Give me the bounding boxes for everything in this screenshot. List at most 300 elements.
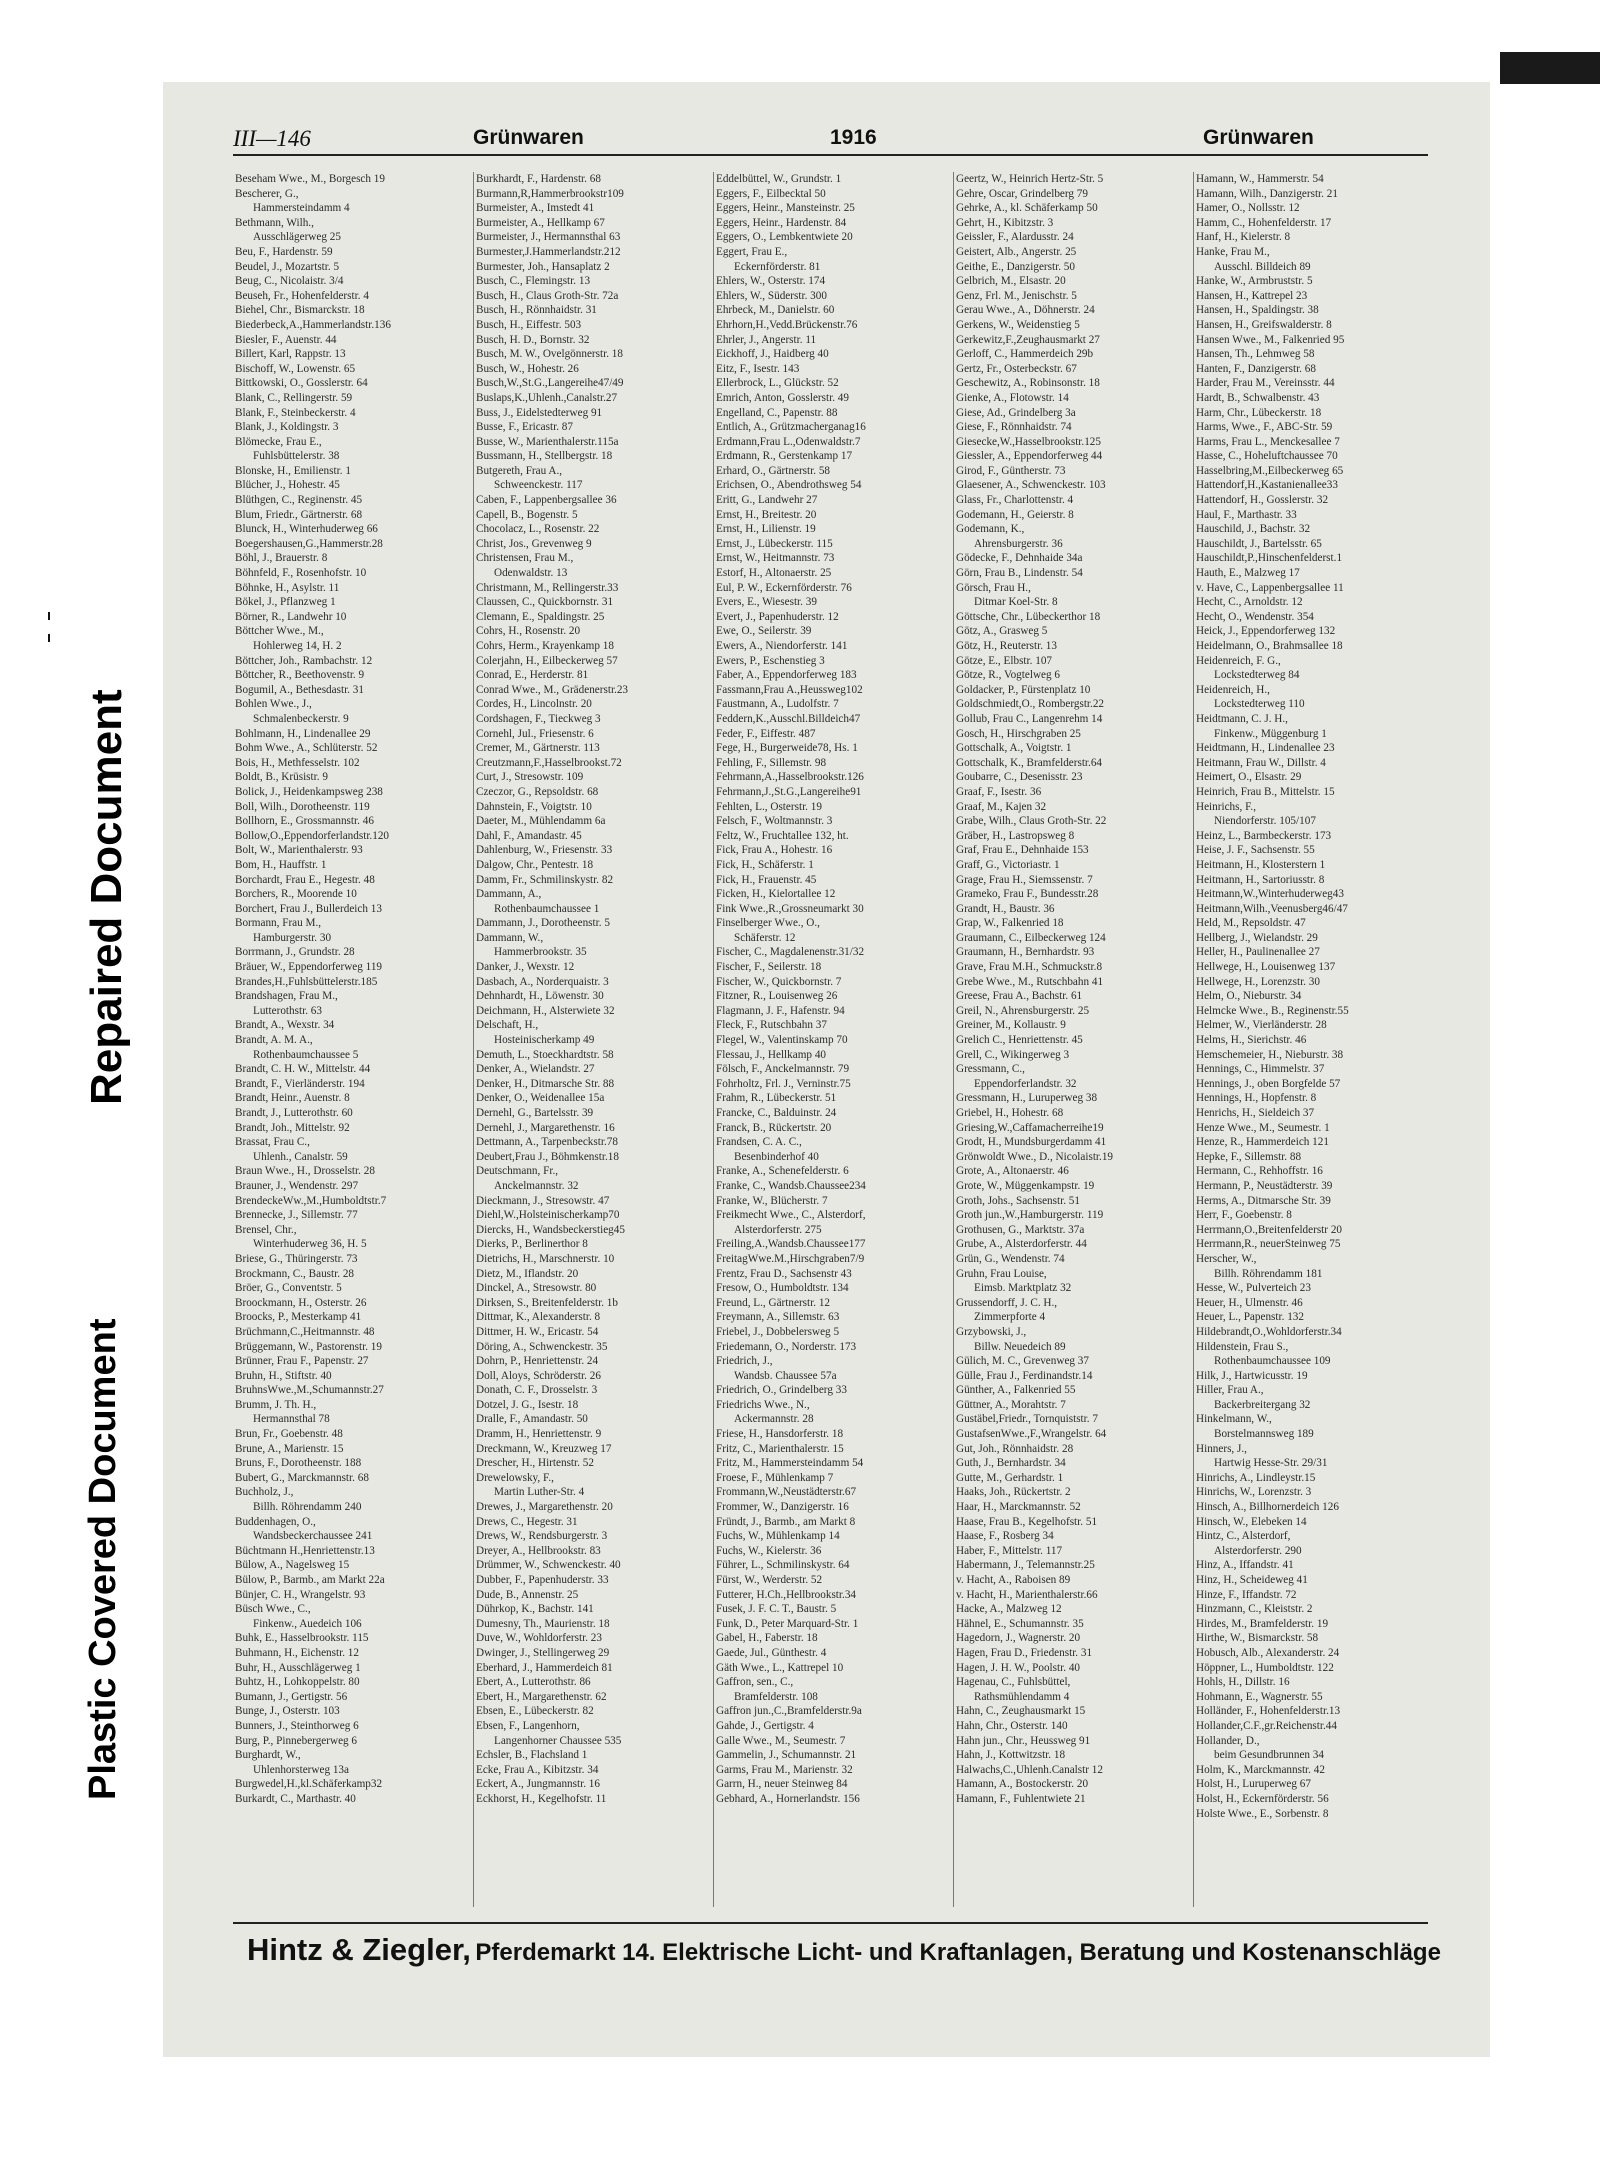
directory-entry: Herscher, W., [1196,1252,1257,1265]
directory-entry: Brandes,H.,Fuhlsbüttelerstr.185 [235,975,378,988]
directory-entry: Eckhorst, H., Kegelhofstr. 11 [476,1792,607,1805]
directory-entry: Hattendorf, H., Gosslerstr. 32 [1196,494,1329,507]
directory-entry: Groth jun.,W.,Hamburgerstr. 119 [956,1209,1104,1222]
directory-entry: Herr, F., Goebenstr. 8 [1196,1209,1292,1222]
directory-entry: Brennecke, J., Sillemstr. 77 [235,1209,358,1222]
directory-entry: Bökel, J., Pflanzweg 1 [235,596,336,609]
directory-entry: Borchers, R., Moorende 10 [235,888,357,901]
directory-entry: Hahn, C., Zeughausmarkt 15 [956,1705,1086,1718]
directory-entry: Dasbach, A., Norderquaistr. 3 [476,975,609,988]
directory-entry: Boll, Wilh., Dorotheenstr. 119 [235,800,370,813]
directory-entry-continuation: Hammerbrookstr. 35 [494,946,587,959]
directory-entry: Hobusch, Alb., Alexanderstr. 24 [1196,1646,1340,1659]
directory-entry: Brensel, Chr., [235,1223,297,1236]
directory-entry: Dahnstein, F., Voigtstr. 10 [476,800,592,813]
advertisement-details: Pferdemarkt 14. Elektrische Licht- und Kraftanlagen, Beratung und Kostenanschläge [475,1939,1441,1966]
directory-entry: Hagen, Frau D., Friedenstr. 31 [956,1646,1093,1659]
directory-entry: Busch, H., Claus Groth-Str. 72a [476,289,619,302]
directory-entry: Hansen, H., Greifswalderstr. 8 [1196,318,1332,331]
directory-entry: Czeczor, G., Repsoldstr. 68 [476,785,599,798]
directory-entry: Haase, Frau B., Kegelhofstr. 51 [956,1515,1098,1528]
directory-entry: Fink Wwe.,R.,Grossneumarkt 30 [716,902,864,915]
directory-entry: Held, M., Repsoldstr. 47 [1196,917,1306,930]
directory-entry: Guth, J., Bernhardstr. 34 [956,1457,1066,1470]
directory-entry: Hennings, C., Himmelstr. 37 [1196,1063,1325,1076]
directory-entry: Heidtmann, C. J. H., [1196,712,1288,725]
directory-entry: Erdmann, R., Gerstenkamp 17 [716,450,853,463]
directory-entry: Böttcher, Joh., Rambachstr. 12 [235,654,373,667]
directory-entry: FreitagWwe.M.,Hirschgraben7/9 [716,1252,865,1265]
directory-entry-continuation: Ausschlägerweg 25 [253,231,341,244]
directory-entry: Cremer, M., Gärtnerstr. 113 [476,742,600,755]
directory-entry: Ewers, P., Eschenstieg 3 [716,654,825,667]
directory-entry: Garrn, H., neuer Steinweg 84 [716,1778,848,1791]
directory-entry-continuation: Rothenbaumchaussee 109 [1214,1355,1331,1368]
directory-entry: Burmeister, A., Imstedt 41 [476,202,595,215]
directory-entry: Brüggemann, W., Pastorenstr. 19 [235,1340,382,1353]
directory-entry: Graumann, C., Eilbeckerweg 124 [956,931,1106,944]
directory-entry: Biederbeck,A.,Hammerlandstr.136 [235,318,391,331]
directory-entry: Grap, W., Falkenried 18 [956,917,1064,930]
directory-entry: Gottschalk, A., Voigtstr. 1 [956,742,1072,755]
directory-entry-continuation: Finkenw., Müggenburg 1 [1214,727,1327,740]
directory-entry: Giesecke,W.,Hasselbrookstr.125 [956,435,1101,448]
scan-edge [1500,52,1600,84]
directory-entry: Bois, H., Methfesselstr. 102 [235,756,360,769]
directory-entry: Ewe, O., Seilerstr. 39 [716,625,812,638]
directory-entry: Hamann, A., Bostockerstr. 20 [956,1778,1089,1791]
directory-entry: Bünjer, C. H., Wrangelstr. 93 [235,1588,366,1601]
directory-entry: Feltz, W., Fruchtallee 132, ht. [716,829,849,842]
directory-entry: Dralle, F., Amandastr. 50 [476,1413,588,1426]
directory-entry: Hamer, O., Nollsstr. 12 [1196,202,1300,215]
directory-entry: Grothusen, G., Marktstr. 37a [956,1223,1085,1236]
directory-entry-continuation: Alsterdorferstr. 290 [1214,1544,1302,1557]
directory-entry: Burg, P., Pinnebergerweg 6 [235,1734,358,1747]
directory-entry: Gosch, H., Hirschgraben 25 [956,727,1081,740]
directory-entry: Grün, G., Wendenstr. 74 [956,1252,1065,1265]
directory-entry: Erhard, O., Gärtnerstr. 58 [716,464,831,477]
directory-entry: Böhnfeld, F., Rosenhofstr. 10 [235,567,367,580]
directory-entry: Goldacker, P., Fürstenplatz 10 [956,683,1091,696]
directory-entry: Hellwege, H., Louisenweg 137 [1196,961,1336,974]
directory-entry-continuation: Wandsb. Chaussee 57a [734,1369,837,1382]
directory-entry: Herrmann,R., neuerSteinweg 75 [1196,1238,1341,1251]
directory-entry: Holländer, F., Hohenfelderstr.13 [1196,1705,1341,1718]
directory-entry: Brandshagen, Frau M., [235,990,338,1003]
directory-entry: Gerloff, C., Hammerdeich 29b [956,348,1094,361]
directory-entry: Billert, Karl, Rappstr. 13 [235,348,346,361]
directory-entry: Ernst, J., Lübeckerstr. 115 [716,537,833,550]
directory-entry: Ellerbrock, L., Glückstr. 52 [716,377,839,390]
directory-entry: Glaesener, A., Schwenckestr. 103 [956,479,1106,492]
directory-entry: Brandt, C. H. W., Mittelstr. 44 [235,1063,371,1076]
directory-entry: Hattendorf,H.,Kastanienallee33 [1196,479,1338,492]
directory-entry: Brandt, A. M. A., [235,1034,313,1047]
directory-entry: Hohls, H., Dillstr. 16 [1196,1676,1290,1689]
directory-entry: Dramm, H., Henriettenstr. 9 [476,1428,602,1441]
directory-entry-continuation: Martin Luther-Str. 4 [494,1486,585,1499]
directory-entry: Günther, A., Falkenried 55 [956,1384,1076,1397]
directory-entry: Böttcher, R., Beethovenstr. 9 [235,669,365,682]
directory-entry: Heitmann, H., Klosterstern 1 [1196,858,1326,871]
dash-mark [48,634,50,642]
directory-entry-continuation: Uhlenh., Canalstr. 59 [253,1150,348,1163]
directory-entry: Busch, M. W., Ovelgönnerstr. 18 [476,348,623,361]
directory-entry: Drews, C., Hegestr. 31 [476,1515,578,1528]
directory-entry: Harder, Frau M., Vereinsstr. 44 [1196,377,1335,390]
directory-entry: Gaffron, sen., C., [716,1676,794,1689]
directory-entry: Doll, Aloys, Schröderstr. 26 [476,1369,601,1382]
directory-entry: Gebhard, A., Hornerlandstr. 156 [716,1792,860,1805]
directory-entry-continuation: Ackermannstr. 28 [734,1413,814,1426]
directory-entry: Daeter, M., Mühlendamm 6a [476,815,606,828]
directory-entry: Friedrich, J., [716,1355,773,1368]
directory-entry-continuation: Hamburgerstr. 30 [253,931,332,944]
directory-entry: Grube, A., Alsterdorferstr. 44 [956,1238,1087,1251]
directory-entry: Grönwoldt Wwe., D., Nicolaistr.19 [956,1150,1114,1163]
directory-entry: Busch, C., Flemingstr. 13 [476,275,591,288]
directory-entry: Brune, A., Marienstr. 15 [235,1442,344,1455]
directory-entry: Halwachs,C.,Uhlenh.Canalstr 12 [956,1763,1103,1776]
directory-entry: Görsch, Frau H., [956,581,1031,594]
directory-entry: Dernehl, G., Bartelsstr. 39 [476,1107,594,1119]
repaired-document-label: Repaired Document [82,689,131,1105]
directory-entry: Hansen, H., Spaldingstr. 38 [1196,304,1319,317]
directory-entry: Franke, A., Schenefelderstr. 6 [716,1165,849,1178]
directory-entry: Hahn, Chr., Osterstr. 140 [956,1719,1068,1732]
directory-entry: Denker, A., Wielandstr. 27 [476,1063,595,1076]
directory-entry: Börner, R., Landwehr 10 [235,610,347,623]
directory-entry: Eddelbüttel, W., Grundstr. 1 [716,173,842,185]
directory-entry: Eggers, Heinr., Hardenstr. 84 [716,216,847,229]
directory-entry: Garms, Frau M., Marienstr. 32 [716,1763,853,1776]
directory-entry-continuation: Odenwaldstr. 13 [494,567,568,580]
directory-entry: Hildenstein, Frau S., [1196,1340,1289,1353]
directory-entry: Graf, Frau E., Dehnhaide 153 [956,844,1089,857]
directory-entry: Bülow, A., Nagelsweg 15 [235,1559,350,1572]
directory-entry: Heimert, O., Elsastr. 29 [1196,771,1302,784]
directory-entry: Duve, W., Wohldorferstr. 23 [476,1632,602,1645]
directory-entry: Fresow, O., Humboldtstr. 134 [716,1282,849,1295]
directory-entry: Frentz, Frau D., Sachsenstr 43 [716,1267,852,1280]
directory-entry: Groth, Johs., Sachsenstr. 51 [956,1194,1080,1207]
directory-entry-continuation: Rathsmühlendamm 4 [974,1690,1070,1703]
directory-entry: Gollub, Frau C., Langenrehm 14 [956,712,1103,725]
directory-entry: Burmeister, A., Hellkamp 67 [476,216,605,229]
directory-entry: Freiling,A.,Wandsb.Chaussee177 [716,1238,866,1251]
directory-entry-continuation: Hermannsthal 78 [253,1413,330,1426]
directory-entry: Grelich C., Henriettenstr. 45 [956,1034,1083,1047]
directory-entry-continuation: Ditmar Koel-Str. 8 [974,596,1058,609]
directory-entry: Delschaft, H., [476,1019,539,1032]
directory-entry: Deichmann, H., Alsterwiete 32 [476,1004,615,1017]
directory-entry-continuation: Hosteinischerkamp 49 [494,1034,595,1047]
directory-entry-continuation: Rothenbaumchaussee 5 [253,1048,359,1061]
directory-entry: Eckert, A., Jungmannstr. 16 [476,1778,600,1791]
directory-entry: Dietrichs, H., Marschnerstr. 10 [476,1252,615,1265]
directory-entry: Grodt, H., Mundsburgerdamm 41 [956,1136,1107,1149]
directory-entry-continuation: Anckelmannstr. 32 [494,1179,579,1192]
directory-entry: Hinrichs, A., Lindleystr.15 [1196,1471,1316,1484]
directory-entry: Helms, H., Sierichstr. 46 [1196,1034,1307,1047]
directory-entry: Dammann, A., [476,888,542,901]
directory-entry: Hanten, F., Danzigerstr. 68 [1196,362,1316,375]
directory-entry: Claussen, C., Quickbornstr. 31 [476,596,614,609]
directory-entry: Diehl,W.,Holsteinischerkamp70 [476,1209,620,1222]
directory-entry: Busch, H. D., Bornstr. 32 [476,333,590,346]
directory-entry: Ernst, H., Breitestr. 20 [716,508,817,521]
directory-entry: Heuer, H., Ulmenstr. 46 [1196,1296,1303,1309]
directory-entry: Damm, Fr., Schmilinskystr. 82 [476,873,614,886]
directory-entry-continuation: Hammersteindamm 4 [253,202,350,215]
directory-entry: Bohlmann, H., Lindenallee 29 [235,727,371,740]
directory-entry: Burmann,R,Hammerbrookstr109 [476,187,624,200]
directory-entry: Faber, A., Eppendorferweg 183 [716,669,857,682]
archive-margin [0,0,160,2177]
directory-entry: Habermann, J., Telemannstr.25 [956,1559,1095,1572]
directory-entry: Grave, Frau M.H., Schmuckstr.8 [956,961,1103,974]
directory-entry: Dirksen, S., Breitenfelderstr. 1b [476,1296,618,1309]
directory-entry-continuation: Billw. Neuedeich 89 [974,1340,1066,1353]
directory-entry: Beuseh, Fr., Hohenfelderstr. 4 [235,289,369,302]
directory-entry: Emrich, Anton, Gosslerstr. 49 [716,391,849,404]
directory-entry: Hinz, A., Iffandstr. 41 [1196,1559,1294,1572]
directory-entry: Dude, B., Annenstr. 25 [476,1588,579,1601]
directory-entry: Diercks, H., Wandsbeckerstieg45 [476,1223,625,1236]
directory-entry-continuation: Finkenw., Auedeich 106 [253,1617,362,1630]
directory-entry: Busse, F., Ericastr. 87 [476,421,573,434]
directory-entry: Hinsch, W., Elebeken 14 [1196,1515,1307,1528]
directory-entry: Hansen, H., Kattrepel 23 [1196,289,1308,302]
directory-entry: Fohrholtz, Frl. J., Verninstr.75 [716,1077,851,1090]
directory-entry: Finselberger Wwe., O., [716,917,820,930]
directory-entry: Blonske, H., Emilienstr. 1 [235,464,351,477]
directory-entry: Eberhard, J., Hammerdeich 81 [476,1661,613,1674]
directory-entry: Busch, H., Eiffestr. 503 [476,318,582,331]
directory-entry: Borchert, Frau J., Bullerdeich 13 [235,902,382,915]
year: 1916 [830,126,877,149]
directory-entry: Dinckel, A., Stresowstr. 80 [476,1282,597,1295]
directory-entry: Götz, A., Grasweg 5 [956,625,1048,638]
directory-entry: Estorf, H., Altonaerstr. 25 [716,567,832,580]
directory-entry: Böhl, J., Brauerstr. 8 [235,552,328,565]
directory-entry: Gödecke, F., Dehnhaide 34a [956,552,1083,565]
directory-entry: Blank, C., Rellingerstr. 59 [235,391,353,404]
directory-entry: Gäth Wwe., L., Kattrepel 10 [716,1661,844,1674]
section-title-right: Grünwaren [1203,126,1314,149]
directory-entry: Ehrler, J., Angerstr. 11 [716,333,817,346]
directory-entry: Ehlers, W., Osterstr. 174 [716,275,826,288]
directory-entry-continuation: Eimsb. Marktplatz 32 [974,1282,1072,1295]
directory-entry: Heise, J. F., Sachsenstr. 55 [1196,844,1315,857]
directory-entry: Dammann, W., [476,931,544,944]
directory-entry: Graumann, H., Bernhardstr. 93 [956,946,1095,959]
directory-entry: Hemschemeier, H., Nieburstr. 38 [1196,1048,1344,1061]
directory-entry: Ernst, W., Heitmannstr. 73 [716,552,835,565]
directory-entry-continuation: Langenhorner Chaussee 535 [494,1734,622,1747]
directory-entry: Haase, F., Rosberg 34 [956,1530,1054,1543]
directory-entry: Hinners, J., [1196,1442,1247,1455]
directory-entry: Froese, F., Mühlenkamp 7 [716,1471,834,1484]
directory-entry: Ehrbeck, M., Danielstr. 60 [716,304,835,317]
directory-entry: Brassat, Frau C., [235,1136,310,1149]
directory-entry: Frommann,W.,Neustädterstr.67 [716,1486,857,1499]
directory-entry: Henrichs, H., Sieldeich 37 [1196,1107,1315,1119]
plastic-covered-label: Plastic Covered Document [82,1318,124,1800]
directory-entry: Grebe Wwe., M., Rutschbahn 41 [956,975,1104,988]
directory-entry: Göttsche, Chr., Lübeckerthor 18 [956,610,1101,623]
directory-entry: Hepke, F., Sillemstr. 88 [1196,1150,1302,1163]
directory-entry: Gehre, Oscar, Grindelberg 79 [956,187,1088,200]
directory-entry: Henze Wwe., M., Seumestr. 1 [1196,1121,1330,1134]
directory-entry: Flagmann, J. F., Hafenstr. 94 [716,1004,845,1017]
directory-entry: Bussmann, H., Stellbergstr. 18 [476,450,613,463]
directory-entry: Dittmer, H. W., Ericastr. 54 [476,1325,599,1338]
directory-entry: Döring, A., Schwenckestr. 35 [476,1340,608,1353]
directory-entry: Bollhorn, E., Grossmannstr. 46 [235,815,374,828]
directory-entry: Dettmann, A., Tarpenbeckstr.78 [476,1136,618,1149]
directory-column-5 [1193,172,1428,1907]
directory-entry: Gaede, Jul., Günthestr. 4 [716,1646,827,1659]
directory-entry: Feder, F., Eiffestr. 487 [716,727,816,740]
directory-entry: Holst, H., Luruperweg 67 [1196,1778,1311,1791]
directory-entry: Goubarre, C., Desenisstr. 23 [956,771,1083,784]
directory-entry: Geissler, F., Alardusstr. 24 [956,231,1074,244]
directory-entry: Boegershausen,G.,Hammerstr.28 [235,537,383,550]
directory-entry-continuation: Backerbreitergang 32 [1214,1398,1311,1411]
directory-entry-continuation: Fuhlsbüttelerstr. 38 [253,450,340,463]
directory-entry: Blunck, H., Winterhuderweg 66 [235,523,378,536]
directory-entry: Heitmann, Frau W., Dillstr. 4 [1196,756,1326,769]
section-title-left: Grünwaren [473,126,584,149]
directory-entry: Felsch, F., Woltmannstr. 3 [716,815,833,828]
directory-entry: Conrad Wwe., M., Grädenerstr.23 [476,683,629,696]
directory-entry: Brandt, A., Wexstr. 34 [235,1019,335,1032]
directory-entry: Cordshagen, F., Tieckweg 3 [476,712,601,725]
directory-entry: Heidelmann, O., Brahmsallee 18 [1196,640,1343,652]
directory-entry: Ficken, H., Kielortallee 12 [716,888,836,901]
directory-column-2 [473,172,708,1907]
directory-entry: Geertz, W., Heinrich Hertz-Str. 5 [956,173,1104,185]
directory-entry: Hauth, E., Malzweg 17 [1196,567,1300,580]
directory-entry: Haaks, Joh., Rückertstr. 2 [956,1486,1071,1499]
directory-entry: Bolt, W., Marienthalerstr. 93 [235,844,363,857]
directory-entry: Deubert,Frau J., Böhmkenstr.18 [476,1150,619,1163]
directory-entry: Friese, H., Hansdorferstr. 18 [716,1428,844,1441]
directory-entry: Grameko, Frau F., Bundesstr.28 [956,888,1099,901]
directory-entry: Fuchs, W., Kielerstr. 36 [716,1544,822,1557]
directory-entry-continuation: Ausschl. Billdeich 89 [1214,260,1311,273]
directory-entry: Griebel, H., Hohestr. 68 [956,1107,1064,1119]
directory-entry: Gülich, M. C., Grevenweg 37 [956,1355,1089,1368]
directory-entry: Goldschmiedt,O., Rombergstr.22 [956,698,1105,711]
directory-entry: Hanke, W., Armbruststr. 5 [1196,275,1313,288]
directory-entry: Ebert, A., Lutterothstr. 86 [476,1676,591,1689]
directory-entry: Butgereth, Frau A., [476,464,563,477]
directory-entry: Bräuer, W., Eppendorferweg 119 [235,961,383,974]
directory-entry: Hardt, B., Schwalbenstr. 43 [1196,391,1320,404]
directory-page [163,82,1490,2057]
directory-entry: Fürst, W., Werderstr. 52 [716,1574,823,1586]
directory-entry: Brockmann, C., Baustr. 28 [235,1267,355,1280]
directory-entry: Fusek, J. F. C. T., Baustr. 5 [716,1603,837,1616]
directory-entry: Hagedorn, J., Wagnerstr. 20 [956,1632,1081,1645]
directory-entry: Geistert, Alb., Angerstr. 25 [956,245,1077,258]
directory-entry: Christensen, Frau M., [476,552,574,565]
directory-entry: Böhnke, H., Asylstr. 11 [235,581,340,594]
directory-entry-continuation: Niendorferstr. 105/107 [1214,815,1316,828]
directory-entry-continuation: Winterhuderweg 36, H. 5 [253,1238,367,1251]
directory-entry: Dohrn, P., Henriettenstr. 24 [476,1355,599,1368]
directory-entry-continuation: Eckernförderstr. 81 [734,260,821,273]
directory-entry: Bruns, F., Dorotheenstr. 188 [235,1457,362,1470]
directory-entry: Griesing,W.,Caffamacherreihe19 [956,1121,1104,1134]
directory-entry: Bolick, J., Heidenkampsweg 238 [235,785,383,798]
directory-entry: Broocks, P., Mesterkamp 41 [235,1311,362,1324]
directory-entry: Dumesny, Th., Maurienstr. 18 [476,1617,610,1630]
directory-entry: Fehrmann,J.,St.G.,Langereihe91 [716,785,862,798]
directory-entry: Gottschalk, K., Bramfelderstr.64 [956,756,1103,769]
directory-entry-continuation: Eppendorferlandstr. 32 [974,1077,1077,1090]
directory-entry: Hähnel, E., Schumannstr. 35 [956,1617,1084,1630]
directory-entry: v. Hacht, A., Raboisen 89 [956,1574,1071,1586]
directory-entry: Frandsen, C. A. C., [716,1136,802,1149]
directory-entry: Frommer, W., Danzigerstr. 16 [716,1501,849,1514]
directory-entry-continuation: Schäferstr. 12 [734,931,796,944]
directory-entry: Hellberg, J., Wielandstr. 29 [1196,931,1318,944]
directory-entry: Hollander, D., [1196,1734,1260,1747]
directory-entry-continuation: Ahrensburgerstr. 36 [974,537,1063,550]
directory-entry: Dieckmann, J., Stresowstr. 47 [476,1194,610,1207]
directory-entry-continuation: Schweenckestr. 117 [494,479,583,492]
directory-entry: Capell, B., Bogenstr. 5 [476,508,578,521]
directory-entry: Graaf, F., Isestr. 36 [956,785,1042,798]
directory-entry: Brandt, Heinr., Auenstr. 8 [235,1092,350,1105]
directory-entry: Drümmer, W., Schwenckestr. 40 [476,1559,621,1572]
directory-entry: Götz, H., Reuterstr. 13 [956,640,1057,652]
directory-entry: Glass, Fr., Charlottenstr. 4 [956,494,1074,507]
directory-entry: Hamann, W., Hammerstr. 54 [1196,173,1324,185]
directory-entry: Gelbrich, M., Elsastr. 20 [956,275,1066,288]
directory-entry: Bubert, G., Marckmannstr. 68 [235,1471,369,1484]
directory-entry: Hilk, J., Hartwicusstr. 19 [1196,1369,1308,1382]
directory-entry: Hinkelmann, W., [1196,1413,1272,1426]
directory-entry: Dernehl, J., Margarethenstr. 16 [476,1121,615,1134]
directory-entry: Höppner, L., Humboldtstr. 122 [1196,1661,1334,1674]
directory-entry: Ernst, H., Lilienstr. 19 [716,523,816,536]
directory-entry-continuation: Hartwig Hesse-Str. 29/31 [1214,1457,1328,1470]
directory-entry: Bunge, J., Osterstr. 103 [235,1705,340,1718]
directory-entry: Dreckmann, W., Kreuzweg 17 [476,1442,612,1455]
directory-entry: Dammann, J., Dorotheenstr. 5 [476,917,610,930]
directory-entry: Bruhn, H., Stiftstr. 40 [235,1369,332,1382]
directory-entry: Helmcke Wwe., B., Reginenstr.55 [1196,1004,1349,1017]
directory-entry-continuation: Zimmerpforte 4 [974,1311,1046,1324]
directory-entry: Gammelin, J., Schumannstr. 21 [716,1749,857,1762]
directory-entry: Erdmann,Frau L.,Odenwaldstr.7 [716,435,861,448]
directory-entry: Dreyer, A., Hellbrookstr. 83 [476,1544,601,1557]
directory-entry: Danker, J., Wexstr. 12 [476,961,575,974]
directory-entry: Gut, Joh., Rönnhaidstr. 28 [956,1442,1074,1455]
directory-entry: Hasse, C., Hoheluftchaussee 70 [1196,450,1338,463]
directory-entry: Heitmann,W.,Winterhuderweg43 [1196,888,1344,901]
directory-entry: Heinz, L., Barmbeckerstr. 173 [1196,829,1332,842]
directory-entry: Franke, C., Wandsb.Chaussee234 [716,1179,866,1192]
directory-entry: Christ, Jos., Grevenweg 9 [476,537,592,550]
directory-entry: Fick, H., Frauenstr. 45 [716,873,817,886]
directory-entry: Buhmann, H., Eichenstr. 12 [235,1646,359,1659]
